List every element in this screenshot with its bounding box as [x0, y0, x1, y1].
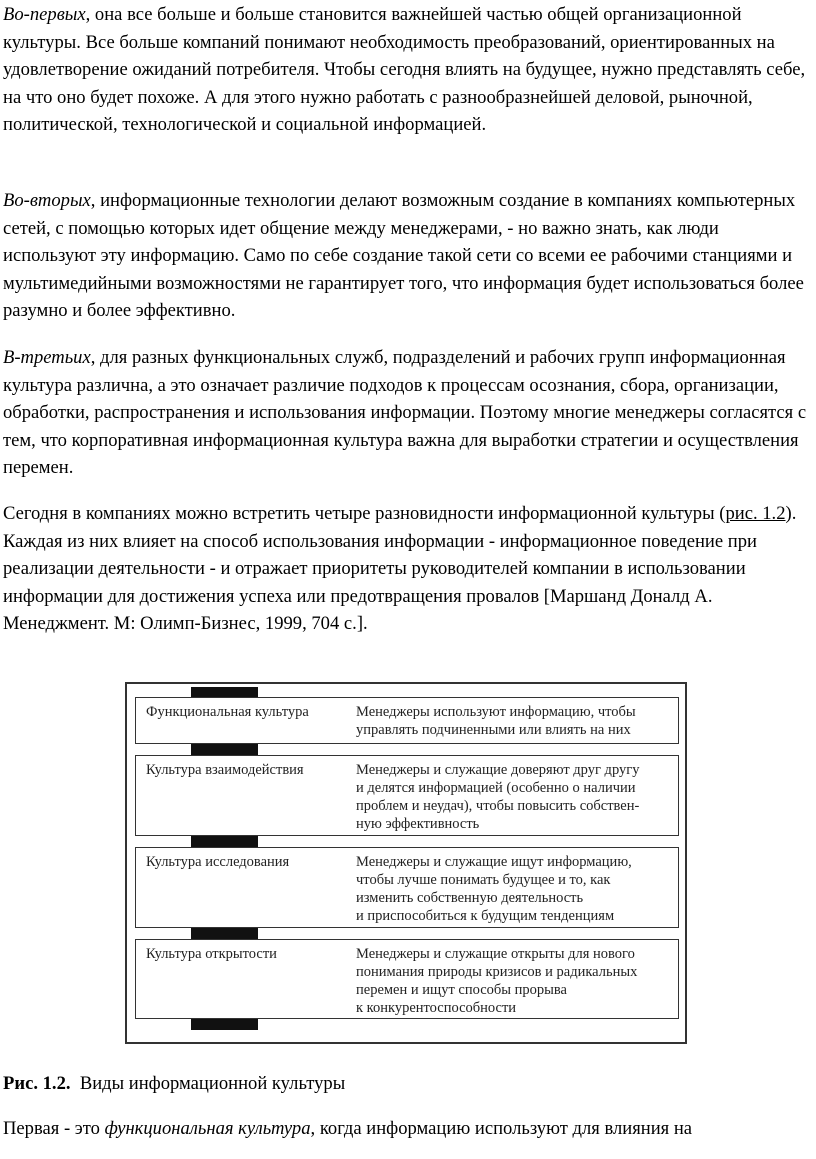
caption-number: Рис. 1.2. — [3, 1073, 71, 1094]
paragraph-lead: В-третьих — [3, 347, 91, 368]
culture-name: Культура взаимодействия — [146, 762, 304, 778]
culture-description: Менеджеры и служащие открыты для нового понимания природы кризисов и радикальных перемен и ищут способы прорыва к конкурентоспособности — [356, 946, 638, 1016]
figure-reference-link[interactable]: рис. 1.2 — [725, 503, 786, 524]
paragraph-text: ). Каждая из них влияет на способ использования информации - информационное поведение при реализации деятельности - и отражает приоритеты руководителей компании в использовании информации для достижения успеха или предотвращения провалов [Маршанд Доналд А. Менеджмент. М: Олимп-Бизнес, 1999, 704 с.]. — [3, 503, 797, 635]
paragraph-second — [0, 187, 816, 325]
paragraph-italic-term: функциональная культура — [104, 1118, 311, 1139]
culture-box — [135, 939, 679, 1019]
culture-box — [135, 697, 679, 744]
paragraph-fourth — [0, 500, 816, 638]
culture-name: Функциональная культура — [146, 704, 309, 720]
culture-description: Менеджеры и служащие ищут информацию, чтобы лучше понимать будущее и то, как изменить собственную деятельность и приспособиться к будущим тенденциям — [356, 854, 632, 924]
paragraph-text: , когда информацию используют для влияния на — [310, 1118, 693, 1139]
culture-description: Менеджеры и служащие доверяют друг другу и делятся информацией (особенно о наличии проблем и неудач), чтобы повысить собствен- ную эффективность — [356, 762, 640, 832]
culture-name: Культура открытости — [146, 946, 277, 962]
paragraph-text: Сегодня в компаниях можно встретить четыре разновидности информационной культуры ( — [3, 503, 726, 524]
paragraph-text: Первая - это — [3, 1118, 105, 1139]
paragraph-text: , она все больше и больше становится важнейшей частью общей организационной культуры. Все больше компаний понимают необходимость преобразований, ориентированных на удовлетворение ожиданий потребителя. Чтобы сегодня влиять на будущее, нужно представлять себе, на что оно будет похоже. А для этого нужно работать с разнообразнейшей деловой, рыночной, политической, технологической и социальной информацией. — [3, 4, 806, 136]
caption-title: Виды информационной культуры — [79, 1073, 346, 1094]
connector-bar — [191, 836, 258, 847]
culture-name: Культура исследования — [146, 854, 290, 870]
figure-information-culture — [125, 682, 687, 1044]
connector-bar — [191, 928, 258, 939]
paragraph-first — [0, 1, 816, 139]
paragraph-lead: Во-первых — [3, 4, 86, 25]
paragraph-text: , для разных функциональных служб, подразделений и рабочих групп информационная культура различна, а это означает различие подходов к процессам осознания, сбора, организации, обработки, распространения и использования информации. Поэтому многие менеджеры согласятся с тем, что корпоративная информационная культура важна для выработки стратегии и осуществления перемен. — [3, 347, 807, 479]
paragraph-lead: Во-вторых — [3, 190, 91, 211]
paragraph-text: , информационные технологии делают возможным создание в компаниях компьютерных сетей, с помощью которых идет общение между менеджерами, - но важно знать, как люди используют эту информацию. Само по себе создание такой сети со всеми ее рабочими станциями и мультимедийными возможностями не гарантирует того, что информация будет использоваться более разумно и более эффективно. — [3, 190, 804, 322]
figure-caption — [0, 1070, 816, 1098]
connector-bar — [191, 744, 258, 755]
culture-description: Менеджеры используют информацию, чтобы управлять подчиненными или влиять на них — [356, 704, 636, 738]
paragraph-third — [0, 344, 816, 482]
culture-box — [135, 755, 679, 836]
culture-box — [135, 847, 679, 928]
paragraph-fifth — [0, 1115, 816, 1143]
connector-bar — [191, 1019, 258, 1030]
